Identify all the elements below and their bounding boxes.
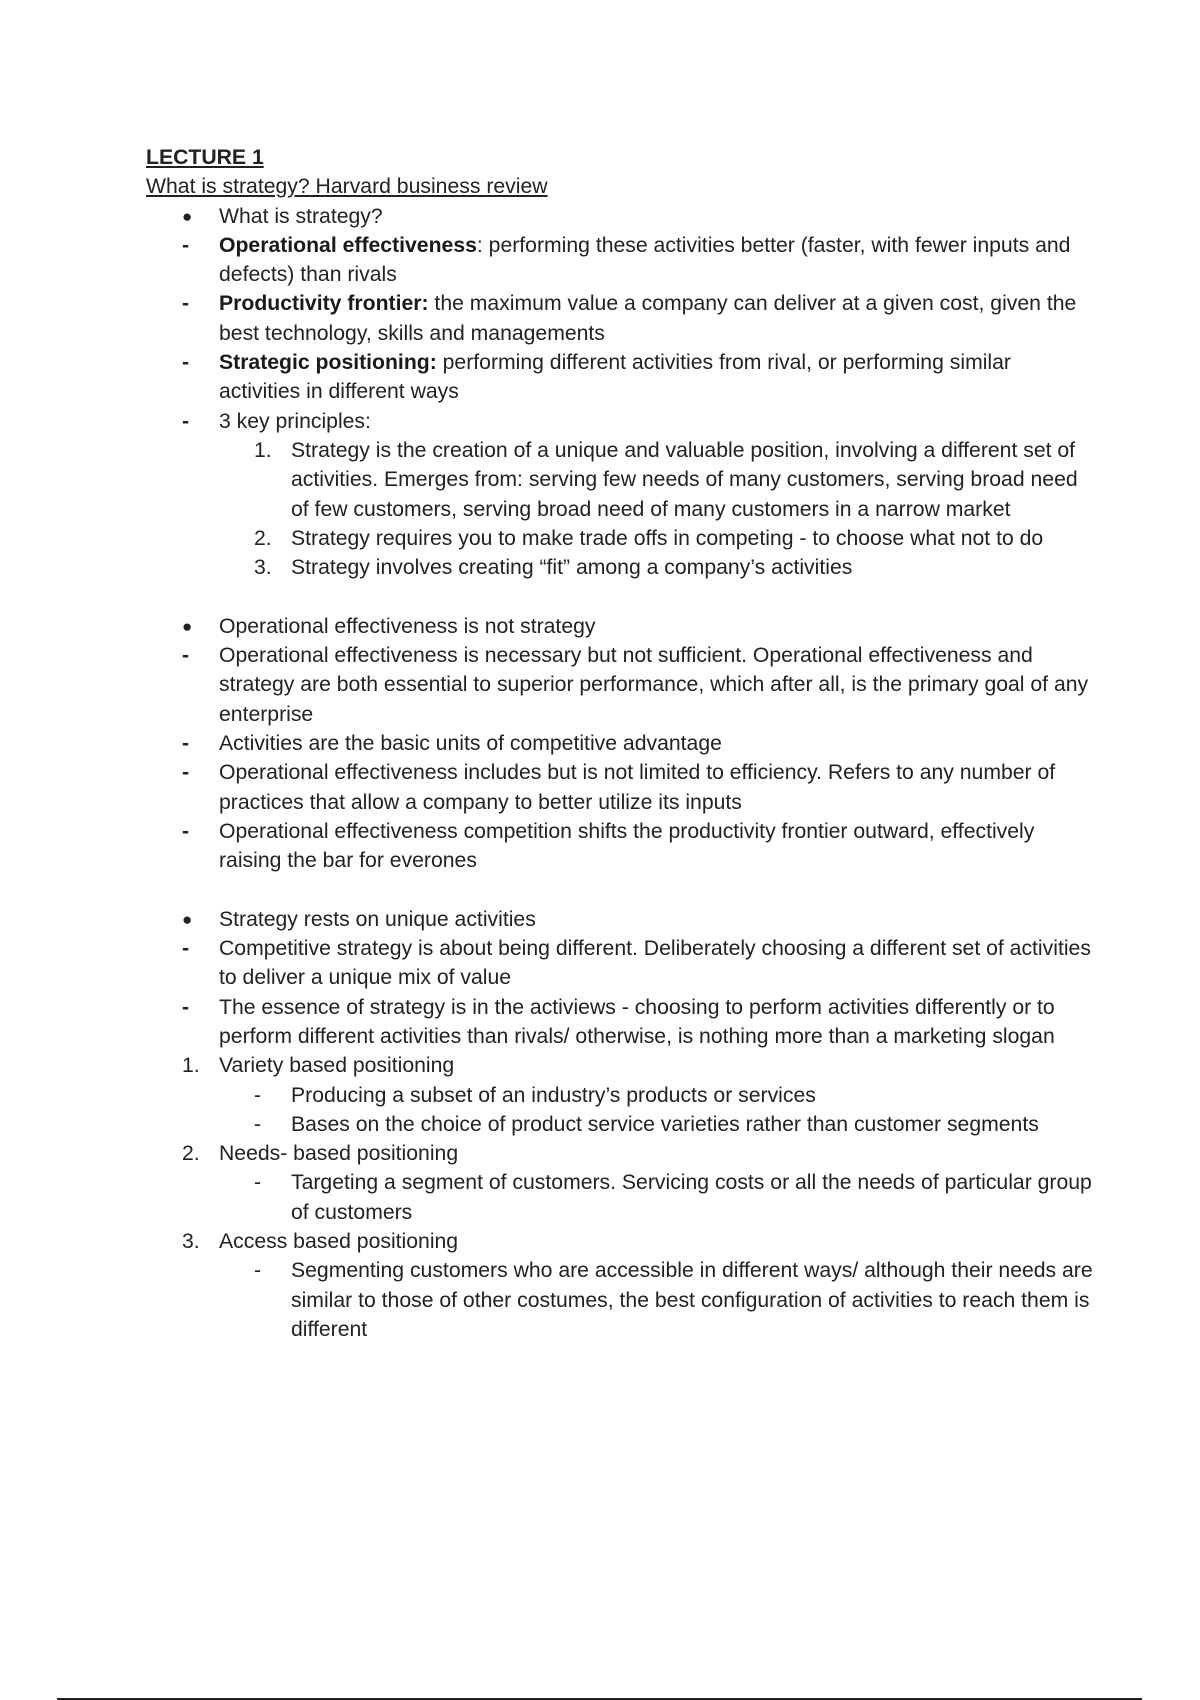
dash-marker: - <box>182 761 190 785</box>
section-heading-text: Strategy rests on unique activities <box>219 907 536 931</box>
list-item-text: Activities are the basic units of competitive advantage <box>219 731 722 755</box>
term: Operational effectiveness <box>219 233 477 257</box>
list-item-text: Operational effectiveness competition shifts the productivity frontier outward, effectively raising the bar for everones <box>219 819 1035 873</box>
list-item <box>146 934 1096 993</box>
bullet-marker: ● <box>182 206 193 226</box>
section-heading-text: What is strategy? <box>219 204 383 228</box>
numbered-item-text: Strategy is the creation of a unique and valuable position, involving a different set of activities. Emerges from: serving few needs of many customers, serving broad need of few customers, serving broad need of many customers in a narrow market <box>291 438 1078 521</box>
dash-marker: - <box>254 1112 262 1136</box>
document-content <box>146 143 1096 1344</box>
dash-marker: - <box>182 644 190 668</box>
term: Productivity frontier: <box>219 292 429 316</box>
numbered-item <box>146 524 1096 553</box>
dash-marker: - <box>182 995 190 1019</box>
definition: performing different activities from rival, or performing similar activities in different ways <box>219 351 1011 404</box>
sub-item-text: Segmenting customers who are accessible in different ways/ although their needs are similar to those of other costumes, the best configuration of activities to reach them is different <box>291 1259 1093 1341</box>
number-marker: 3. <box>182 1229 200 1253</box>
dash-marker: - <box>182 409 190 433</box>
dash-marker: - <box>254 1083 262 1107</box>
spacer <box>146 582 1096 611</box>
list-item-text: Operational effectiveness includes but is not limited to efficiency. Refers to any number of practices that allow a company to better utilize its inputs <box>219 761 1056 814</box>
numbered-item <box>146 1051 1096 1080</box>
dash-marker: - <box>254 1171 262 1195</box>
definition: the maximum value a company can deliver at a given cost, given the best technology, skills and managements <box>219 292 1077 345</box>
sub-item <box>146 1256 1096 1344</box>
number-marker: 3. <box>254 556 272 580</box>
number-marker: 1. <box>182 1054 200 1078</box>
list-item <box>146 817 1096 876</box>
list-item <box>146 407 1096 436</box>
section-heading <box>146 905 1096 934</box>
list-item-text: 3 key principles: <box>219 409 371 433</box>
numbered-item-text: Needs- based positioning <box>219 1142 459 1166</box>
dash-marker: - <box>254 1259 262 1283</box>
number-marker: 1. <box>254 438 272 462</box>
dash-marker: - <box>182 937 190 961</box>
section-heading <box>146 202 1096 231</box>
numbered-item-text: Variety based positioning <box>219 1054 455 1078</box>
number-marker: 2. <box>254 526 272 550</box>
numbered-item-text: Access based positioning <box>219 1229 459 1253</box>
list-item-text: The essence of strategy is in the activiews - choosing to perform activities differently or to perform different activities than rivals/ otherwise, is nothing more than a marketing slogan <box>219 995 1055 1048</box>
list-item-text: Competitive strategy is about being different. Deliberately choosing a different set of activities to deliver a unique mix of value <box>219 937 1091 990</box>
sub-item <box>146 1081 1096 1110</box>
dash-marker: - <box>182 233 190 257</box>
list-item <box>146 993 1096 1052</box>
page-title: LECTURE 1 <box>146 146 264 169</box>
list-item <box>146 758 1096 817</box>
sub-item-text: Targeting a segment of customers. Servicing costs or all the needs of particular group of customers <box>291 1171 1092 1224</box>
dash-marker: - <box>182 292 190 316</box>
numbered-item-text: Strategy requires you to make trade offs in competing - to choose what not to do <box>291 526 1044 550</box>
numbered-item <box>146 553 1096 582</box>
bullet-marker: ● <box>182 909 193 929</box>
dash-marker: - <box>182 819 190 843</box>
list-item <box>146 641 1096 729</box>
sub-item <box>146 1110 1096 1139</box>
number-marker: 2. <box>182 1142 200 1166</box>
numbered-item <box>146 1139 1096 1168</box>
spacer <box>146 875 1096 904</box>
sub-item <box>146 1168 1096 1227</box>
sub-item-text: Producing a subset of an industry’s products or services <box>291 1083 816 1107</box>
bullet-marker: ● <box>182 616 193 636</box>
list-item <box>146 348 1096 407</box>
list-item-text: Operational effectiveness is necessary but not sufficient. Operational effectiveness and strategy are both essential to superior performance, which after all, is the primary goal of any enterprise <box>219 644 1089 726</box>
dash-marker: - <box>182 731 190 755</box>
numbered-item <box>146 436 1096 524</box>
numbered-item-text: Strategy involves creating “fit” among a company’s activities <box>291 556 853 580</box>
list-item <box>146 729 1096 758</box>
dash-marker: - <box>182 351 190 375</box>
list-item <box>146 231 1096 290</box>
list-item <box>146 289 1096 348</box>
section-heading <box>146 612 1096 641</box>
sub-item-text: Bases on the choice of product service varieties rather than customer segments <box>291 1112 1039 1136</box>
term: Strategic positioning: <box>219 351 437 375</box>
definition: : performing these activities better (faster, with fewer inputs and defects) than rivals <box>219 233 1071 287</box>
numbered-item <box>146 1227 1096 1256</box>
page-subtitle: What is strategy? Harvard business review <box>146 175 548 199</box>
section-heading-text: Operational effectiveness is not strategy <box>219 614 596 638</box>
